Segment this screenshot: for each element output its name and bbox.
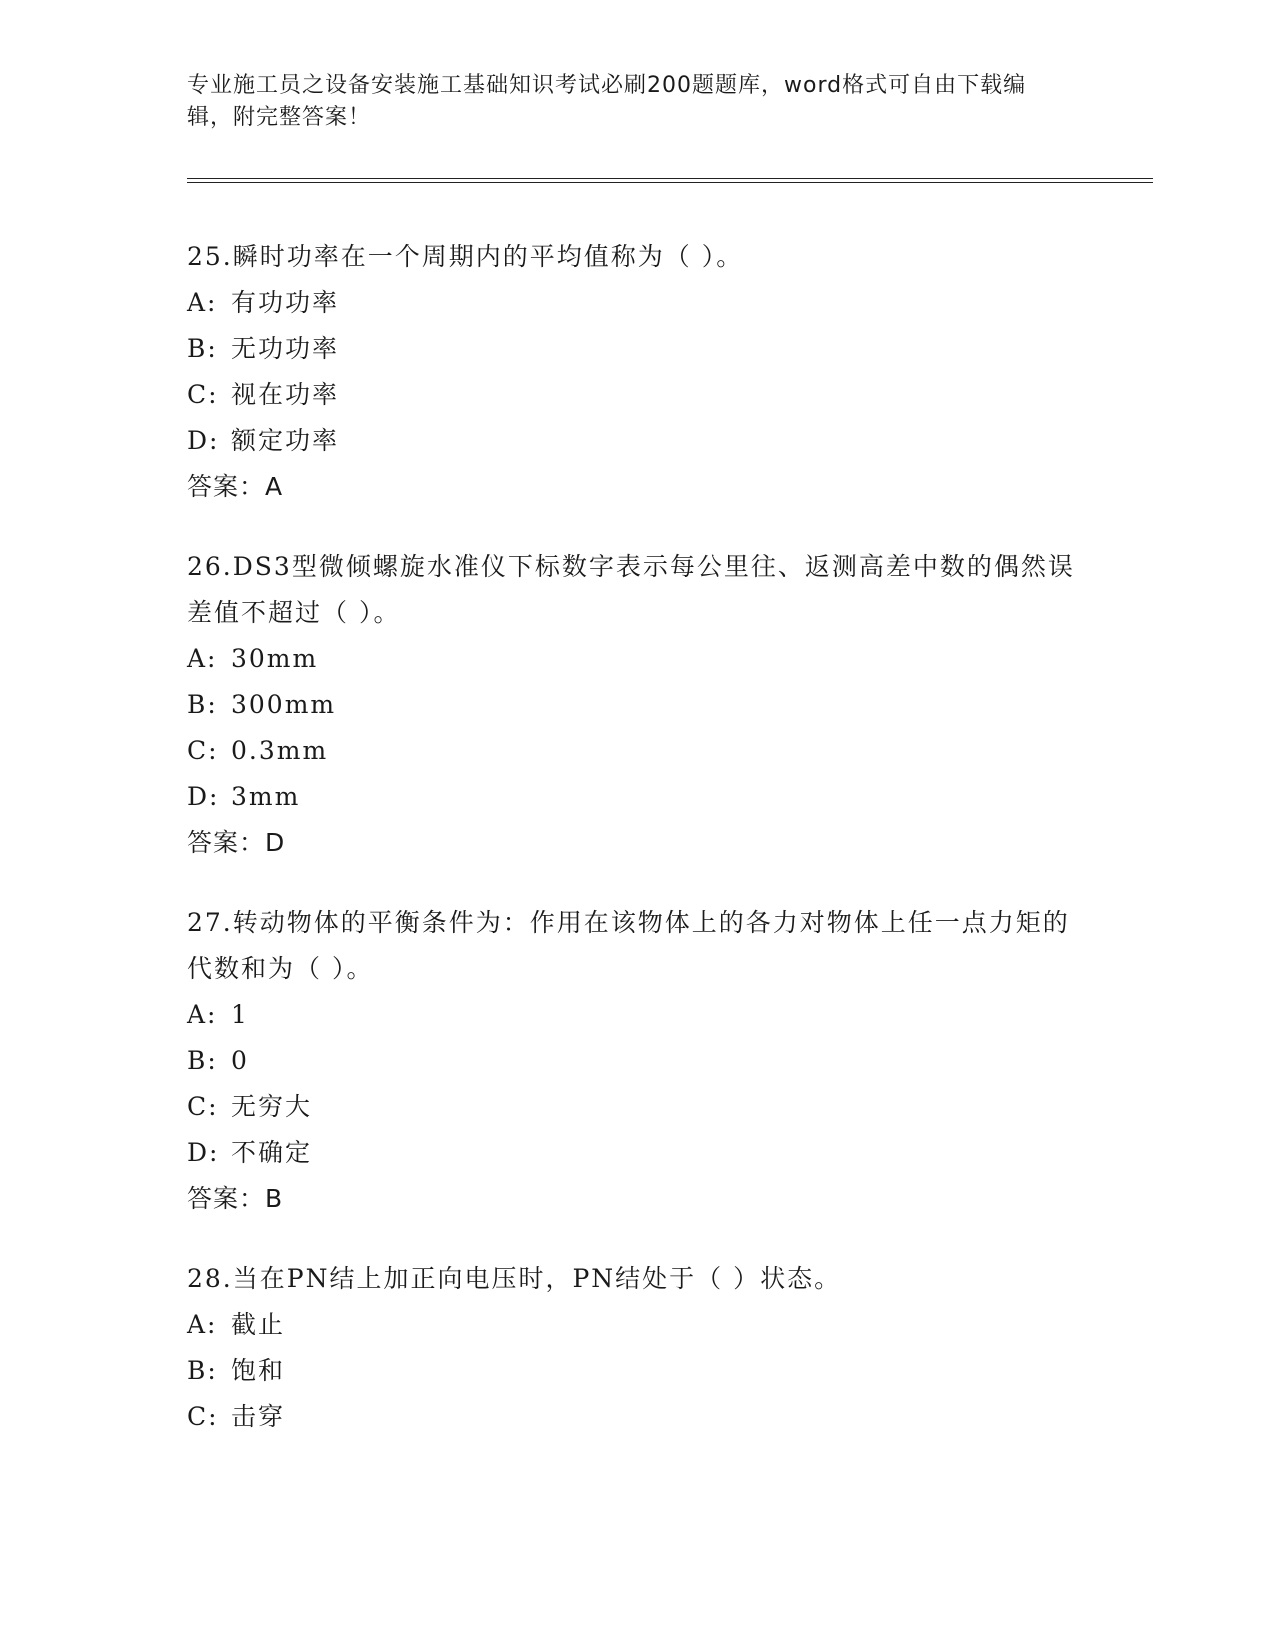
question-27 — [187, 900, 1087, 1222]
header-divider-top — [187, 178, 1153, 179]
option-c — [187, 728, 1087, 774]
option-key: A: — [187, 644, 218, 673]
option-key: A: — [187, 1310, 218, 1339]
option-a — [187, 1302, 1087, 1348]
answer-line: 答案：A — [187, 472, 284, 501]
option-key: B: — [187, 334, 218, 363]
header-divider-bottom — [187, 182, 1153, 183]
option-text: 有功功率 — [231, 288, 340, 317]
option-text: 1 — [231, 1000, 249, 1029]
answer-line: 答案：B — [187, 1184, 284, 1213]
option-key: B: — [187, 1046, 218, 1075]
option-text: 3mm — [231, 782, 301, 811]
option-d — [187, 774, 1087, 820]
answer-line: 答案：D — [187, 828, 286, 857]
option-key: C: — [187, 1402, 219, 1431]
option-c — [187, 1084, 1087, 1130]
option-text: 额定功率 — [231, 426, 340, 455]
option-c — [187, 1394, 1087, 1440]
page-header — [187, 70, 1067, 134]
option-b — [187, 682, 1087, 728]
option-b — [187, 1038, 1087, 1084]
option-text: 截止 — [231, 1310, 286, 1339]
option-key: C: — [187, 1092, 219, 1121]
option-key: D: — [187, 782, 220, 811]
question-stem: 27.转动物体的平衡条件为：作用在该物体上的各力对物体上任一点力矩的代数和为（ ）。 — [187, 908, 1070, 983]
question-stem: 28.当在PN结上加正向电压时，PN结处于（ ）状态。 — [187, 1264, 842, 1293]
option-c — [187, 372, 1087, 418]
option-key: A: — [187, 288, 218, 317]
question-stem: 25.瞬时功率在一个周期内的平均值称为（ ）。 — [187, 242, 744, 271]
question-25 — [187, 234, 1087, 510]
option-key: A: — [187, 1000, 218, 1029]
option-a — [187, 280, 1087, 326]
option-text: 0 — [231, 1046, 249, 1075]
option-key: D: — [187, 426, 220, 455]
option-text: 300mm — [231, 690, 337, 719]
option-b — [187, 1348, 1087, 1394]
option-text: 无穷大 — [231, 1092, 313, 1121]
question-stem: 26.DS3型微倾螺旋水准仪下标数字表示每公里往、返测高差中数的偶然误差值不超过（ ）。 — [187, 552, 1075, 627]
option-key: C: — [187, 736, 219, 765]
option-key: D: — [187, 1138, 220, 1167]
question-list — [187, 234, 1087, 1474]
option-d — [187, 418, 1087, 464]
option-text: 视在功率 — [231, 380, 340, 409]
option-key: B: — [187, 690, 218, 719]
question-26 — [187, 544, 1087, 866]
option-text: 击穿 — [231, 1402, 286, 1431]
option-key: B: — [187, 1356, 218, 1385]
option-text: 饱和 — [231, 1356, 286, 1385]
option-a — [187, 636, 1087, 682]
option-text: 30mm — [231, 644, 319, 673]
option-key: C: — [187, 380, 219, 409]
option-a — [187, 992, 1087, 1038]
option-text: 不确定 — [231, 1138, 313, 1167]
option-b — [187, 326, 1087, 372]
option-d — [187, 1130, 1087, 1176]
option-text: 无功功率 — [231, 334, 340, 363]
question-28 — [187, 1256, 1087, 1440]
document-title: 专业施工员之设备安装施工基础知识考试必刷200题题库，word格式可自由下载编辑，附完整答案！ — [187, 73, 1027, 130]
option-text: 0.3mm — [231, 736, 329, 765]
